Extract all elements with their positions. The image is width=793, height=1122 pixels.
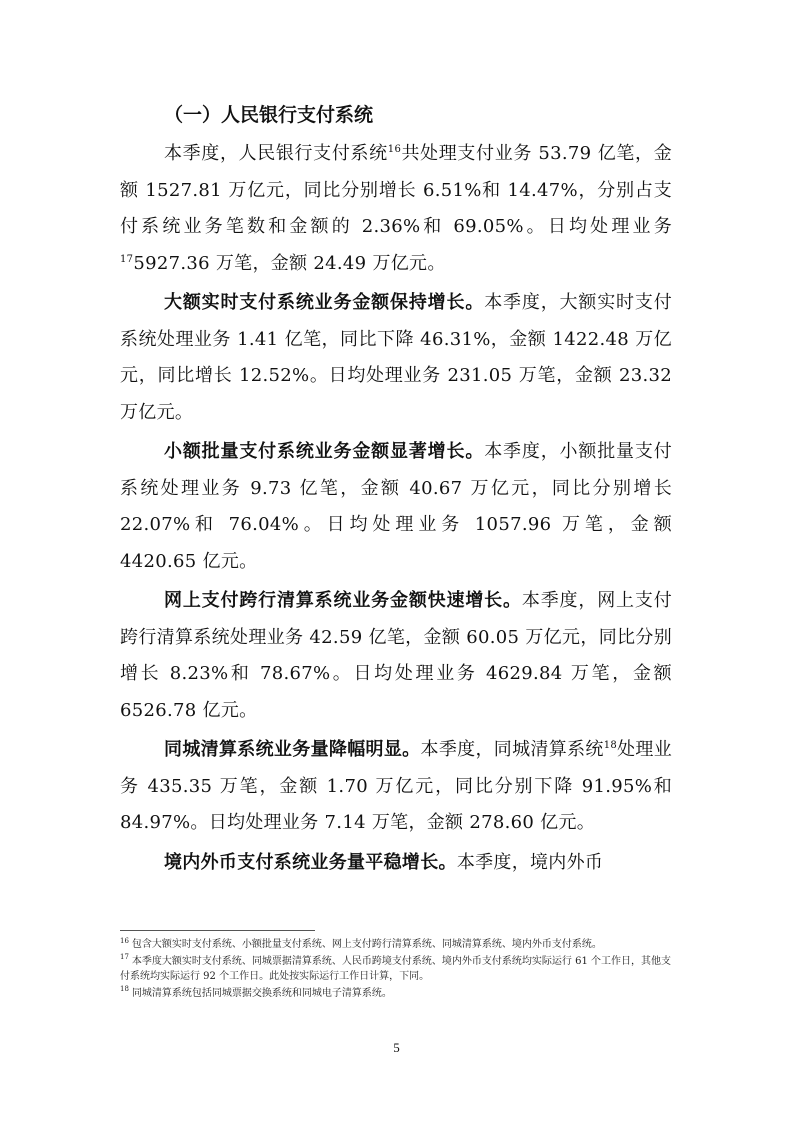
paragraph-text: 本季度，境内外币 [456,851,604,873]
footnote-17 [120,954,675,985]
footnote-ref-18[interactable]: 18 [603,740,618,751]
footnote-text: 本季度大额实时支付系统、同城票据清算系统、人民币跨境支付系统、境内外币支付系统均实际运行 61 个工作日，其他支付系统均实际运行 92 个工作日。此处按实际运行工作日计算，下同。 [120,955,672,982]
section-heading: （一）人民银行支付系统 [164,104,374,126]
paragraph-overview [120,136,672,282]
paragraph-local-clearing [120,732,672,842]
footnote-ref-17[interactable]: 17 [120,253,134,265]
paragraph-beps [120,434,672,580]
paragraph-lead: 网上支付跨行清算系统业务金额快速增长。 [164,590,522,611]
footnote-text: 同城清算系统包括同城票据交换系统和同城电子清算系统。 [131,987,392,999]
footnote-number: 18 [120,985,129,994]
paragraph-lead: 同城清算系统业务量降幅明显。 [164,739,421,760]
paragraph-fx-payments [120,845,672,882]
paragraph-hvps [120,285,672,431]
paragraph-text: 共处理支付业务 53.79 亿笔，金额 1527.81 万亿元，同比分别增长 6.51%和 14.47%，分别占支付系统业务笔数和金额的 2.36%和 69.05%。日均处理业务 [120,143,672,237]
footnote-16 [120,937,675,953]
footnote-separator [120,930,315,931]
paragraph-ibps [120,583,672,729]
footnote-text: 包含大额实时支付系统、小额批量支付系统、网上支付跨行清算系统、同城清算系统、境内外币支付系统。 [131,939,602,950]
paragraph-lead: 大额实时支付系统业务金额保持增长。 [164,292,485,313]
paragraph-text: 处理业务 435.35 万笔，金额 1.70 万亿元，同比分别下降 91.95%和 84.97%。日均处理业务 7.14 万笔，金额 278.60 亿元。 [120,739,673,833]
paragraph-text: 5927.36 万笔，金额 24.49 万亿元。 [133,252,446,274]
paragraph-lead: 小额批量支付系统业务金额显著增长。 [164,441,485,462]
footnotes [120,937,675,1002]
paragraph-text: 本季度，小额批量支付系统处理业务 9.73 亿笔，金额 40.67 万亿元，同比分别增长 22.07%和 76.04%。日均处理业务 1057.96 万笔，金额 4420.65 亿元。 [120,441,672,572]
footnote-number: 17 [120,953,129,962]
footnote-ref-16[interactable]: 16 [387,144,402,155]
footnote-18 [120,986,675,1002]
paragraph-text: 本季度，同城清算系统 [420,739,604,760]
page-number: 5 [393,1040,400,1055]
document-body [120,100,672,884]
paragraph-text: 本季度，网上支付跨行清算系统处理业务 42.59 亿笔，金额 60.05 万亿元，同比分别增长 8.23%和 78.67%。日均处理业务 4629.84 万笔，金额 6526.78 亿元。 [120,590,672,721]
footnote-number: 16 [120,936,129,945]
paragraph-lead: 境内外币支付系统业务量平稳增长。 [164,851,457,873]
paragraph-text: 本季度，人民银行支付系统 [164,143,388,164]
paragraph-text: 本季度，大额实时支付系统处理业务 1.41 亿笔，同比下降 46.31%，金额 1422.48 万亿元，同比增长 12.52%。日均处理业务 231.05 万笔，金额 23.32 万亿元。 [120,292,672,423]
